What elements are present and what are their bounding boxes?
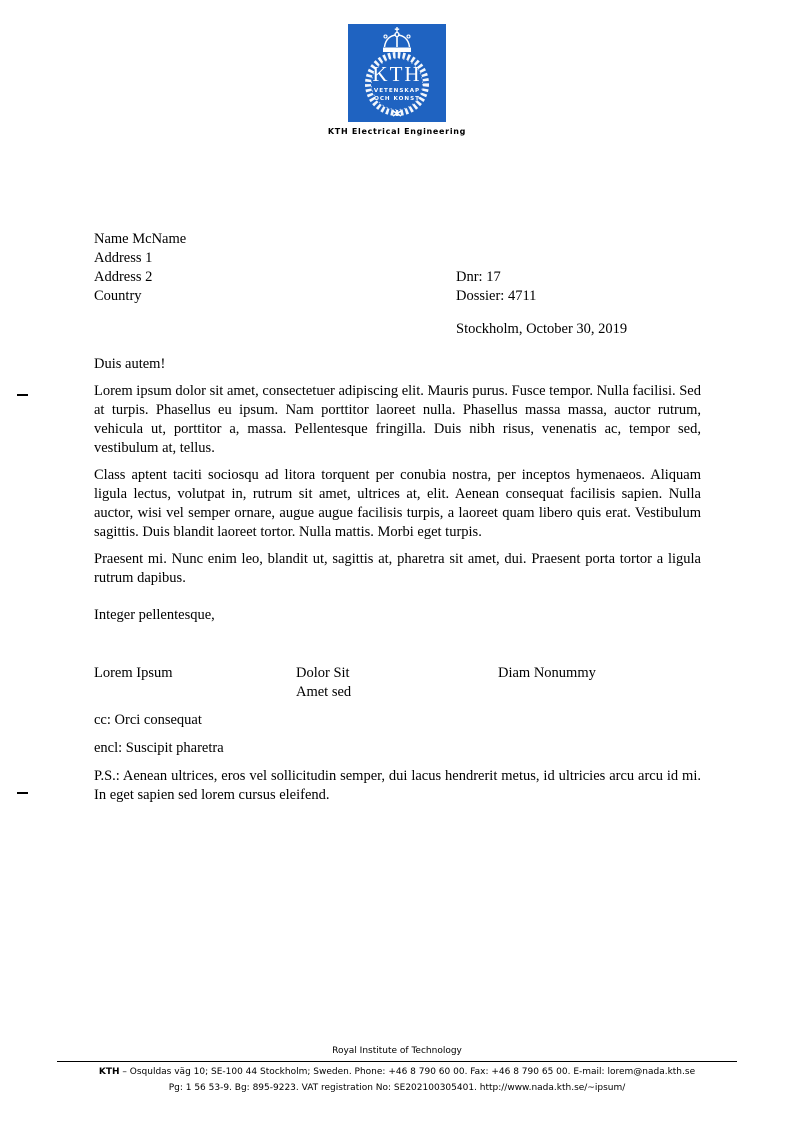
signature-name: Diam Nonummy <box>498 665 596 681</box>
recipient-name: Name McName <box>94 231 187 247</box>
recipient-country: Country <box>94 288 142 304</box>
recipient-address1: Address 1 <box>94 250 153 266</box>
recipient-reference-row <box>94 230 701 306</box>
signature-name: Dolor Sit <box>296 665 350 681</box>
footer-org-name: KTH <box>98 1067 120 1077</box>
institution-name: Royal Institute of Technology <box>332 1046 462 1056</box>
footer-contact-text: – Osquldas väg 10; SE-100 44 Stockholm; Sweden. Phone: +46 8 790 60 00. Fax: +46 8 790 65 00. E-mail: lorem@nada.kth.se <box>119 1067 696 1077</box>
signature-name: Lorem Ipsum <box>94 665 173 681</box>
body-paragraph-1: Lorem ipsum dolor sit amet, consectetuer adipiscing elit. Mauris purus. Fusce tempor. Nulla facilisi. Sed at turpis. Phasellus eu ipsum. Nam porttitor laoreet nulla. Phasellus massa massa, auctor rutrum, vehicula ut, porttitor a, massa. Pellentesque fringilla. Duis nibh risus, venenatis ac, tempor sed, vestibulum at, tellus. <box>94 383 701 456</box>
letter-footer <box>0 1046 794 1093</box>
reference-block <box>456 268 536 306</box>
signature-title: Amet sed <box>296 684 352 700</box>
letter-header <box>0 24 794 136</box>
fold-mark-top <box>17 394 28 396</box>
signature-3 <box>498 664 700 702</box>
seal-letters: KTH <box>372 62 422 86</box>
signature-2 <box>296 664 498 702</box>
footer-contact-line <box>0 1067 794 1077</box>
signature-row <box>94 664 701 702</box>
kth-logo <box>348 24 446 122</box>
salutation: Duis autem! <box>94 356 166 372</box>
footer-registration-line: Pg: 1 56 53-9. Bg: 895-9223. VAT registration No: SE202100305401. http://www.nada.kth.se/~ipsum/ <box>168 1083 626 1093</box>
dnr-reference: Dnr: 17 <box>456 269 501 285</box>
signature-1 <box>94 664 296 702</box>
footer-rule <box>57 1061 737 1062</box>
recipient-address <box>94 230 701 306</box>
recipient-address2: Address 2 <box>94 269 153 285</box>
seal-motto-line1: VETENSKAP <box>373 88 421 94</box>
body-paragraph-3: Praesent mi. Nunc enim leo, blandit ut, sagittis at, pharetra sit amet, dui. Praesent porta tortor a ligula rutrum dapibus. <box>94 551 701 586</box>
letter-content <box>94 230 701 805</box>
ps-line: P.S.: Aenean ultrices, eros vel sollicitudin semper, dui lacus hendrerit metus, id ultricies arcu arcu id mi. In eget sapien sed lorem cursus eleifend. <box>94 768 701 803</box>
dateline: Stockholm, October 30, 2019 <box>456 321 628 337</box>
body-paragraph-2: Class aptent taciti sociosqu ad litora torquent per conubia nostra, per inceptos hymenaeos. Aliquam ligula lectus, volutpat in, rutrum sit amet, ultrices at, elit. Aenean consequat facilisis sapien. Nulla auctor, wisi vel semper ornare, augue augue facilisis turpis, a laoreet quam libero quis erat. Vestibulum sagittis. Duis blandit laoreet tortor. Nulla mattis. Morbi eget turpis. <box>94 467 701 540</box>
seal-motto-line2: OCH KONST <box>374 96 420 102</box>
department-name: KTH Electrical Engineering <box>327 127 467 136</box>
encl-line: encl: Suscipit pharetra <box>94 740 224 756</box>
cc-line: cc: Orci consequat <box>94 712 202 728</box>
closing-phrase: Integer pellentesque, <box>94 607 215 623</box>
fold-mark-bottom <box>17 792 28 794</box>
dossier-reference: Dossier: 4711 <box>456 288 537 304</box>
